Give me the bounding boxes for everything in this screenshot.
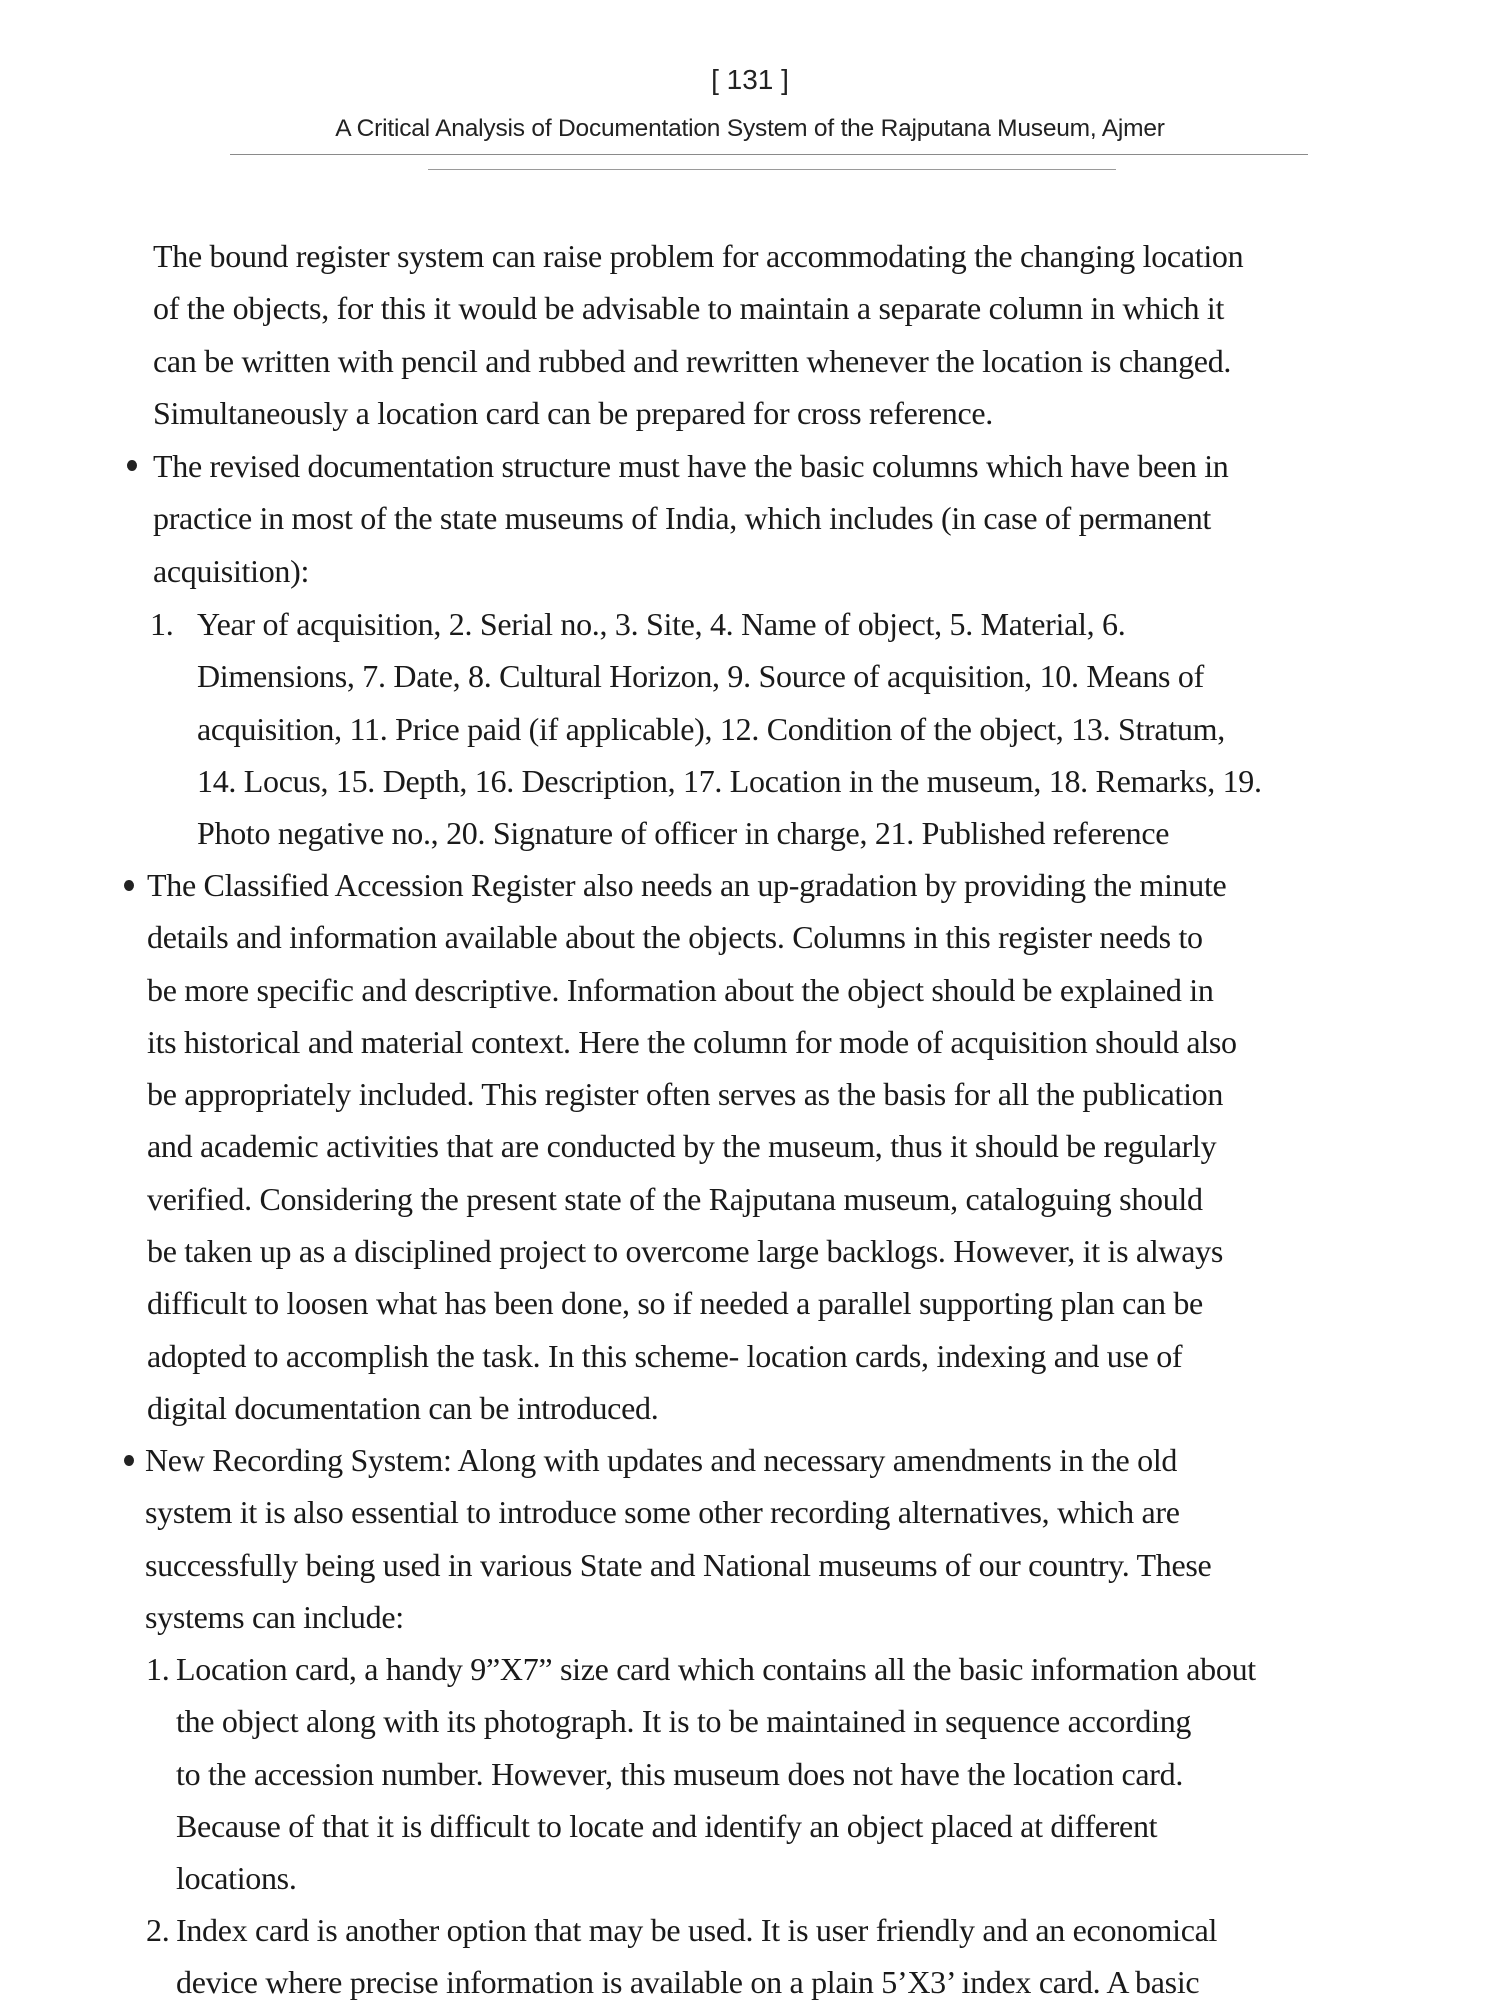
text-line: Location card, a handy 9”X7” size card which contains all the basic information about xyxy=(176,1651,1256,1687)
bullet-icon xyxy=(124,880,134,891)
header-divider-long xyxy=(230,154,1308,155)
text-line: successfully being used in various State and National museums of our country. These xyxy=(145,1546,1212,1583)
text-line: system it is also essential to introduce some other recording alternatives, which are xyxy=(145,1494,1180,1531)
text-line: verified. Considering the present state of the Rajputana museum, cataloguing should xyxy=(147,1180,1203,1217)
bullet-item-new-recording-system xyxy=(145,1434,1211,1643)
bullet-item-revised-structure xyxy=(153,440,1229,597)
numbered-item-index-card xyxy=(176,1904,1217,2009)
list-number: 1. xyxy=(150,606,174,642)
text-line: locations. xyxy=(176,1860,297,1897)
text-line: The bound register system can raise problem for accommodating the changing location xyxy=(153,238,1244,274)
numbered-item-columns xyxy=(197,598,1262,859)
text-line: difficult to loosen what has been done, so if needed a parallel supporting plan can be xyxy=(147,1285,1203,1322)
text-line: to the accession number. However, this museum does not have the location card. xyxy=(176,1755,1184,1792)
numbered-item-location-card xyxy=(176,1643,1256,1904)
text-line: and academic activities that are conducted by the museum, thus it should be regularly xyxy=(147,1128,1217,1165)
text-line: can be written with pencil and rubbed and rewritten whenever the location is changed. xyxy=(153,342,1232,379)
list-number: 2. xyxy=(146,1912,170,1948)
text-line: Because of that it is difficult to locate and identify an object placed at different xyxy=(176,1807,1158,1844)
text-line: The revised documentation structure must have the basic columns which have been in xyxy=(153,448,1229,484)
header-divider-short xyxy=(428,169,1116,170)
text-line: Index card is another option that may be used. It is user friendly and an economical xyxy=(176,1912,1218,1948)
bullet-icon xyxy=(127,460,137,471)
text-line: details and information available about the objects. Columns in this register needs to xyxy=(147,919,1203,956)
text-line: The Classified Accession Register also needs an up-gradation by providing the minute xyxy=(147,867,1227,903)
text-line: Photo negative no., 20. Signature of officer in charge, 21. Published reference xyxy=(197,815,1170,852)
text-line: its historical and material context. Here the column for mode of acquisition should also xyxy=(147,1023,1237,1060)
bullet-item-classified-register xyxy=(147,859,1237,1434)
text-line: New Recording System: Along with updates and necessary amendments in the old xyxy=(145,1442,1178,1478)
text-line: 14. Locus, 15. Depth, 16. Description, 17. Location in the museum, 18. Remarks, 19. xyxy=(197,762,1262,799)
bullet-icon xyxy=(124,1455,134,1466)
text-line: be more specific and descriptive. Information about the object should be explained in xyxy=(147,971,1214,1008)
text-line: Dimensions, 7. Date, 8. Cultural Horizon, 9. Source of acquisition, 10. Means of xyxy=(197,658,1204,695)
text-line: the object along with its photograph. It is to be maintained in sequence according xyxy=(176,1703,1192,1740)
text-line: acquisition): xyxy=(153,552,310,589)
text-line: adopted to accomplish the task. In this scheme- location cards, indexing and use of xyxy=(147,1337,1183,1374)
text-line: digital documentation can be introduced. xyxy=(147,1389,659,1426)
text-line: practice in most of the state museums of India, which includes (in case of permanent xyxy=(153,500,1212,537)
text-line: acquisition, 11. Price paid (if applicable), 12. Condition of the object, 13. Stratum, xyxy=(197,710,1225,747)
text-line: Year of acquisition, 2. Serial no., 3. Site, 4. Name of object, 5. Material, 6. xyxy=(197,606,1126,642)
page-number: [ 131 ] xyxy=(711,64,789,95)
text-line: systems can include: xyxy=(145,1598,404,1635)
intro-paragraph xyxy=(153,230,1243,439)
running-title: A Critical Analysis of Documentation System of the Rajputana Museum, Ajmer xyxy=(335,115,1165,142)
text-line: Simultaneously a location card can be prepared for cross reference. xyxy=(153,394,993,431)
text-line: of the objects, for this it would be advisable to maintain a separate column in which it xyxy=(153,290,1225,327)
text-line: be taken up as a disciplined project to overcome large backlogs. However, it is always xyxy=(147,1233,1223,1270)
text-line: be appropriately included. This register often serves as the basis for all the publication xyxy=(147,1076,1224,1113)
list-number: 1. xyxy=(146,1651,170,1687)
text-line: device where precise information is available on a plain 5’X3’ index card. A basic xyxy=(176,1964,1200,2001)
